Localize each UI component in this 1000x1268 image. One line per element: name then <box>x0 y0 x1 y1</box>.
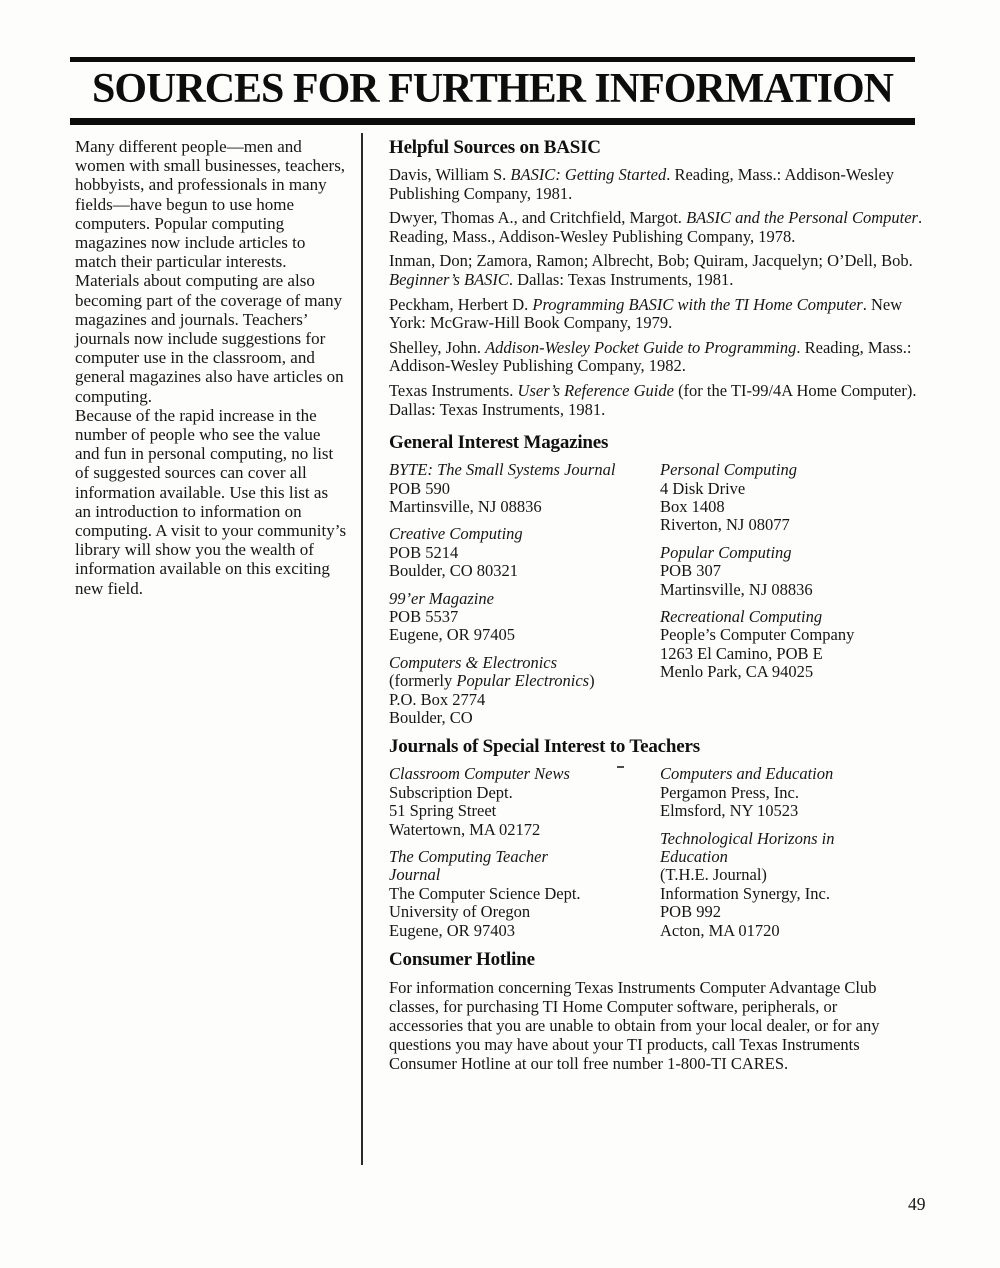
page-number: 49 <box>908 1194 926 1214</box>
intro-paragraph-2: Because of the rapid increase in the number of people who see the value and fun in personal computing, no list of suggested sources can cover all information available. Use this list as an introduction to information on computing. A visit to your community’s library will show you the wealth of information available on this exciting new field. <box>75 405 347 598</box>
scan-artifact-dash <box>617 766 624 768</box>
journal-listing: Technological Horizons in Education (T.H.E. Journal) Information Synergy, Inc. POB 992 Acton, MA 01720 <box>660 828 835 940</box>
section-basic-sources <box>389 137 941 419</box>
magazine-listing: BYTE: The Small Systems Journal POB 590 Martinsville, NJ 08836 <box>389 460 616 516</box>
intro-column <box>75 137 347 598</box>
journal-listing: The Computing Teacher Journal The Computer Science Dept. University of Oregon Eugene, OR 97403 <box>389 847 581 940</box>
section-heading-basic: Helpful Sources on BASIC <box>389 137 601 158</box>
section-heading-magazines: General Interest Magazines <box>389 432 609 454</box>
magazines-right-subcolumn <box>660 461 941 736</box>
hotline-paragraph: For information concerning Texas Instruments Computer Advantage Club classes, for purchasing TI Home Computer software, peripherals, or accessories that you are unable to obtain from your local dealer, or for any questions you may have about your TI products, call Texas Instruments Consumer Hotline at our toll free number 1-800-TI CARES. <box>389 978 880 1074</box>
journal-listing: Computers and Education Pergamon Press, Inc. Elmsford, NY 10523 <box>660 764 834 821</box>
bibliography-entry: Dwyer, Thomas A., and Critchfield, Margot. BASIC and the Personal Computer. Reading, Mass., Addison-Wesley Publishing Company, 1978. <box>389 208 923 246</box>
magazine-listing: Computers & Electronics (formerly Popular Electronics) P.O. Box 2774 Boulder, CO <box>389 652 595 727</box>
magazine-listing: Popular Computing POB 307 Martinsville, NJ 08836 <box>660 542 813 599</box>
bibliography-entry: Davis, William S. BASIC: Getting Started. Reading, Mass.: Addison-Wesley Publishing Company, 1981. <box>389 165 895 203</box>
magazines-columns <box>389 461 941 736</box>
page-title: SOURCES FOR FURTHER INFORMATION <box>92 66 893 112</box>
magazine-listing: Personal Computing 4 Disk Drive Box 1408 Riverton, NJ 08077 <box>660 460 798 535</box>
column-divider-rule <box>361 133 363 1165</box>
bibliography-entry: Peckham, Herbert D. Programming BASIC with the TI Home Computer. New York: McGraw-Hill Book Company, 1979. <box>389 294 903 333</box>
journal-listing: Classroom Computer News Subscription Dept. 51 Spring Street Watertown, MA 02172 <box>389 764 570 839</box>
journals-columns <box>389 765 941 949</box>
bibliography-entry: Texas Instruments. User’s Reference Guide (for the TI-99/4A Home Computer). Dallas: Texas Instruments, 1981. <box>389 380 917 419</box>
magazine-listing: Creative Computing POB 5214 Boulder, CO 80321 <box>389 524 523 581</box>
bibliography-entry: Shelley, John. Addison-Wesley Pocket Guide to Programming. Reading, Mass.: Addison-Wesley Publishing Company, 1982. <box>389 337 912 376</box>
main-column <box>389 137 941 1073</box>
section-teacher-journals <box>389 736 941 949</box>
section-heading-journals: Journals of Special Interest to Teachers <box>389 736 700 758</box>
section-general-magazines <box>389 432 941 736</box>
journals-left-subcolumn <box>389 765 660 949</box>
magazines-left-subcolumn <box>389 461 660 736</box>
journals-right-subcolumn <box>660 765 941 949</box>
magazine-listing: Recreational Computing People’s Computer Company 1263 El Camino, POB E Menlo Park, CA 94025 <box>660 606 855 682</box>
magazine-listing: 99’er Magazine POB 5537 Eugene, OR 97405 <box>389 588 516 645</box>
section-heading-hotline: Consumer Hotline <box>389 949 535 971</box>
bibliography-entry: Inman, Don; Zamora, Ramon; Albrecht, Bob; Quiram, Jacquelyn; O’Dell, Bob. Beginner’s BASIC. Dallas: Texas Instruments, 1981. <box>389 251 913 289</box>
page-masthead <box>70 57 915 125</box>
intro-paragraph-1: Many different people—men and women with small businesses, teachers, hobbyists, and professionals in many fields—have begun to use home computers. Popular computing magazines now include articles to match their particular interests. Materials about computing are also becoming part of the coverage of many magazines and journals. Teachers’ journals now include suggestions for computer use in the classroom, and general magazines also have articles on computing. <box>75 137 346 406</box>
section-consumer-hotline <box>389 949 941 1073</box>
